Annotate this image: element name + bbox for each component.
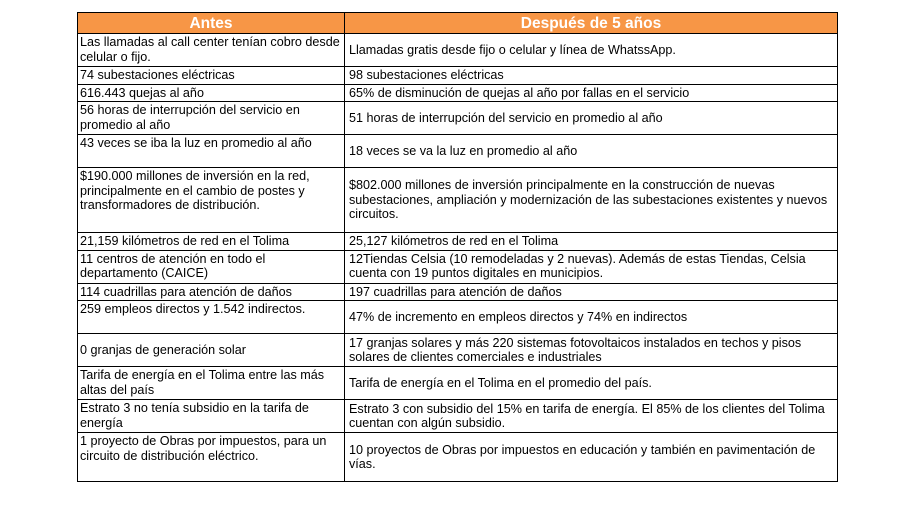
table-row bbox=[78, 400, 838, 433]
cell-despues: Tarifa de energía en el Tolima en el promedio del país. bbox=[345, 367, 838, 400]
table-row bbox=[78, 433, 838, 482]
cell-despues: 51 horas de interrupción del servicio en promedio al año bbox=[345, 102, 838, 135]
cell-despues: 197 cuadrillas para atención de daños bbox=[345, 283, 838, 301]
comparison-table bbox=[77, 12, 838, 482]
table-row bbox=[78, 84, 838, 102]
cell-despues: 18 veces se va la luz en promedio al año bbox=[345, 135, 838, 168]
cell-antes: 11 centros de atención en todo el departamento (CAICE) bbox=[78, 250, 345, 283]
cell-despues: 12Tiendas Celsia (10 remodeladas y 2 nuevas). Además de estas Tiendas, Celsia cuenta con 19 puntos digitales en municipios. bbox=[345, 250, 838, 283]
cell-antes: 616.443 quejas al año bbox=[78, 84, 345, 102]
table-row bbox=[78, 250, 838, 283]
table-row bbox=[78, 168, 838, 233]
cell-despues: 98 subestaciones eléctricas bbox=[345, 67, 838, 85]
header-antes: Antes bbox=[78, 13, 345, 34]
table-row bbox=[78, 102, 838, 135]
cell-despues: $802.000 millones de inversión principalmente en la construcción de nuevas subestaciones, ampliación y modernización de las subestaciones existentes y nuevos circuitos. bbox=[345, 168, 838, 233]
cell-antes: Estrato 3 no tenía subsidio en la tarifa de energía bbox=[78, 400, 345, 433]
cell-despues: 25,127 kilómetros de red en el Tolima bbox=[345, 233, 838, 251]
cell-antes: 1 proyecto de Obras por impuestos, para un circuito de distribución eléctrico. bbox=[78, 433, 345, 482]
cell-despues: 17 granjas solares y más 220 sistemas fotovoltaicos instalados en techos y pisos solares de clientes comerciales e industriales bbox=[345, 334, 838, 367]
table-row bbox=[78, 135, 838, 168]
table-row bbox=[78, 367, 838, 400]
cell-antes: 56 horas de interrupción del servicio en promedio al año bbox=[78, 102, 345, 135]
cell-antes: 259 empleos directos y 1.542 indirectos. bbox=[78, 301, 345, 334]
cell-antes: Tarifa de energía en el Tolima entre las más altas del país bbox=[78, 367, 345, 400]
table-row bbox=[78, 283, 838, 301]
table-row bbox=[78, 301, 838, 334]
cell-antes: 114 cuadrillas para atención de daños bbox=[78, 283, 345, 301]
cell-antes: Las llamadas al call center tenían cobro desde celular o fijo. bbox=[78, 34, 345, 67]
cell-antes: 74 subestaciones eléctricas bbox=[78, 67, 345, 85]
table-row bbox=[78, 67, 838, 85]
cell-antes: $190.000 millones de inversión en la red, principalmente en el cambio de postes y transformadores de distribución. bbox=[78, 168, 345, 233]
header-row bbox=[78, 13, 838, 34]
header-despues: Después de 5 años bbox=[345, 13, 838, 34]
table-row bbox=[78, 34, 838, 67]
comparison-table-container bbox=[77, 12, 837, 482]
cell-despues: 47% de incremento en empleos directos y 74% en indirectos bbox=[345, 301, 838, 334]
cell-despues: 65% de disminución de quejas al año por fallas en el servicio bbox=[345, 84, 838, 102]
cell-antes: 43 veces se iba la luz en promedio al año bbox=[78, 135, 345, 168]
table-row bbox=[78, 334, 838, 367]
cell-despues: Llamadas gratis desde fijo o celular y línea de WhatssApp. bbox=[345, 34, 838, 67]
cell-antes: 0 granjas de generación solar bbox=[78, 334, 345, 367]
cell-despues: Estrato 3 con subsidio del 15% en tarifa de energía. El 85% de los clientes del Tolima cuentan con algún subsidio. bbox=[345, 400, 838, 433]
table-row bbox=[78, 233, 838, 251]
cell-despues: 10 proyectos de Obras por impuestos en educación y también en pavimentación de vías. bbox=[345, 433, 838, 482]
cell-antes: 21,159 kilómetros de red en el Tolima bbox=[78, 233, 345, 251]
